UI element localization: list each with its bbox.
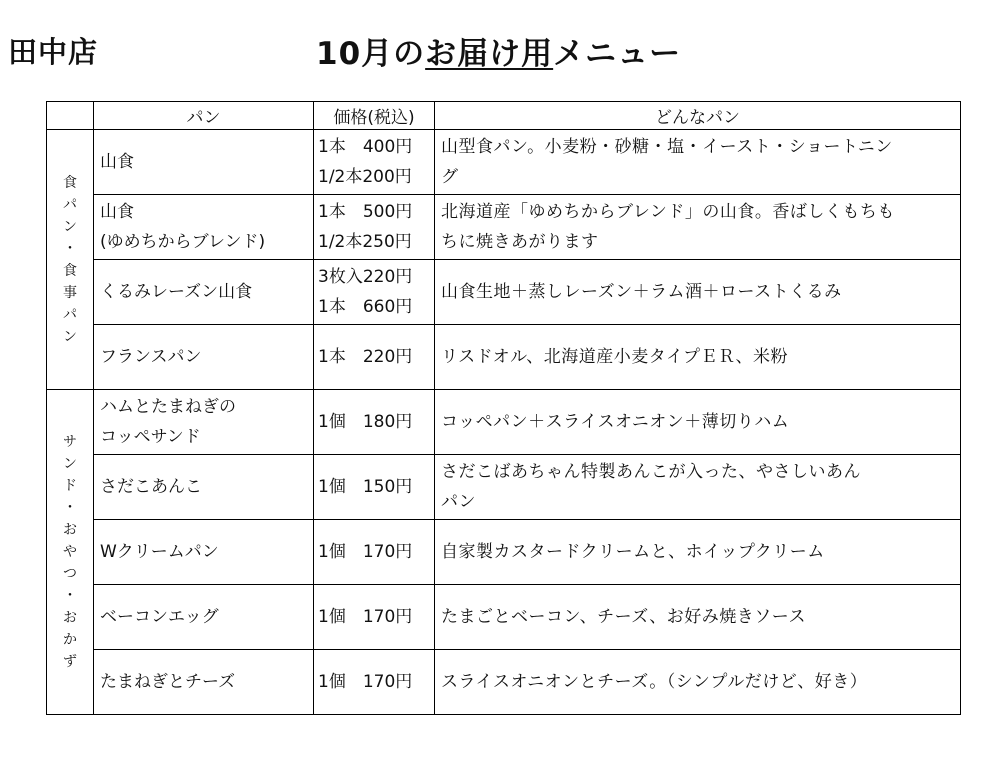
item-price-line: 1個 150円 — [318, 477, 413, 497]
category-char: ・ — [63, 240, 77, 257]
title-part1: 10月の — [316, 36, 426, 72]
item-price-line: 1/2本250円 — [318, 232, 412, 252]
item-name-line: さだこあんこ — [100, 477, 202, 497]
item-desc-line: 自家製カスタードクリームと、ホイップクリーム — [441, 542, 825, 562]
category-cell — [47, 130, 94, 390]
menu-table — [46, 101, 961, 715]
item-name-line: コッペサンド — [100, 427, 201, 447]
item-desc-line: スライスオニオンとチーズ。（シンプルだけど、好き） — [441, 672, 868, 692]
category-cell — [47, 390, 94, 715]
category-char: パ — [63, 196, 77, 213]
item-desc-line: 山型食パン。小麦粉・砂糖・塩・イースト・ショートニン — [441, 137, 893, 157]
item-name-cell — [94, 585, 314, 650]
category-char: お — [63, 522, 77, 538]
item-price-line: 1本 660円 — [318, 297, 413, 317]
category-char: や — [63, 544, 77, 560]
table-row — [47, 260, 961, 325]
category-char: パ — [63, 306, 77, 323]
item-price-cell — [314, 325, 435, 390]
item-price-line: 3枚入220円 — [318, 267, 413, 287]
table-row — [47, 455, 961, 520]
table-row — [47, 390, 961, 455]
table-row — [47, 650, 961, 715]
item-desc-cell — [435, 130, 961, 195]
header-row — [47, 102, 961, 130]
category-char: サ — [63, 434, 77, 450]
category-char: か — [63, 632, 77, 648]
item-name-cell — [94, 130, 314, 195]
item-desc-cell — [435, 520, 961, 585]
category-char: ず — [63, 654, 77, 670]
item-desc-line: パン — [441, 492, 476, 512]
item-name-cell — [94, 520, 314, 585]
item-desc-line: さだこばあちゃん特製あんこが入った、やさしいあん — [441, 462, 861, 482]
category-char: ン — [63, 456, 77, 472]
table-row — [47, 325, 961, 390]
category-char: ・ — [63, 500, 77, 516]
category-char: ・ — [63, 588, 77, 604]
item-price-cell — [314, 455, 435, 520]
item-desc-line: ちに焼きあがります — [441, 232, 599, 252]
item-price-line: 1本 500円 — [318, 202, 413, 222]
item-price-line: 1個 170円 — [318, 672, 413, 692]
item-desc-line: グ — [441, 167, 459, 187]
item-name-cell — [94, 325, 314, 390]
header-desc: どんなパン — [435, 102, 961, 130]
item-name-cell — [94, 195, 314, 260]
header-price: 価格(税込) — [314, 102, 435, 130]
item-price-line: 1本 220円 — [318, 347, 413, 367]
shop-name: 田中店 — [8, 35, 99, 69]
item-name-cell — [94, 390, 314, 455]
item-desc-cell — [435, 390, 961, 455]
item-desc-cell — [435, 650, 961, 715]
item-desc-cell — [435, 585, 961, 650]
category-char: 事 — [63, 284, 77, 301]
item-desc-line: コッペパン＋スライスオニオン＋薄切りハム — [441, 412, 790, 432]
category-char: ン — [63, 328, 77, 345]
table-row — [47, 195, 961, 260]
page-title — [316, 28, 681, 73]
title-part2: メニュー — [553, 36, 682, 72]
item-desc-cell — [435, 260, 961, 325]
item-desc-cell — [435, 195, 961, 260]
item-name-line: (ゆめちからブレンド) — [100, 232, 266, 252]
item-name-line: 山食 — [100, 202, 134, 222]
table-row — [47, 520, 961, 585]
item-desc-line: たまごとベーコン、チーズ、お好み焼きソース — [441, 607, 806, 627]
item-name-line: 山食 — [100, 152, 134, 172]
category-char: つ — [63, 566, 77, 582]
item-name-cell — [94, 455, 314, 520]
item-desc-line: 北海道産「ゆめちからブレンド」の山食。香ばしくもちも — [441, 202, 895, 222]
category-char: ン — [63, 218, 77, 235]
title-underlined: お届け用 — [425, 36, 554, 72]
table-row — [47, 585, 961, 650]
item-name-cell — [94, 650, 314, 715]
item-price-cell — [314, 650, 435, 715]
category-char: お — [63, 610, 77, 626]
item-name-cell — [94, 260, 314, 325]
item-price-line: 1本 400円 — [318, 137, 413, 157]
item-name-line: ハムとたまねぎの — [100, 397, 236, 417]
item-price-cell — [314, 260, 435, 325]
item-price-line: 1個 180円 — [318, 412, 413, 432]
header-blank — [47, 102, 94, 130]
table-row — [47, 130, 961, 195]
category-char: 食 — [63, 262, 77, 279]
item-price-cell — [314, 130, 435, 195]
item-price-cell — [314, 390, 435, 455]
item-price-line: 1個 170円 — [318, 542, 413, 562]
item-price-cell — [314, 520, 435, 585]
item-desc-cell — [435, 455, 961, 520]
item-price-cell — [314, 195, 435, 260]
menu-body — [47, 130, 961, 715]
item-name-line: くるみレーズン山食 — [100, 282, 253, 302]
item-price-line: 1個 170円 — [318, 607, 413, 627]
item-desc-line: 山食生地＋蒸しレーズン＋ラム酒＋ローストくるみ — [441, 282, 842, 302]
category-char: ド — [63, 478, 77, 494]
item-name-line: ベーコンエッグ — [100, 607, 219, 627]
item-desc-cell — [435, 325, 961, 390]
item-name-line: たまねぎとチーズ — [100, 672, 236, 692]
item-price-cell — [314, 585, 435, 650]
category-char: 食 — [63, 174, 77, 191]
item-price-line: 1/2本200円 — [318, 167, 412, 187]
header-bread: パン — [94, 102, 314, 130]
item-name-line: フランスパン — [100, 347, 202, 367]
item-name-line: Wクリームパン — [100, 542, 219, 562]
item-desc-line: リスドオル、北海道産小麦タイプＥＲ、米粉 — [441, 347, 788, 367]
